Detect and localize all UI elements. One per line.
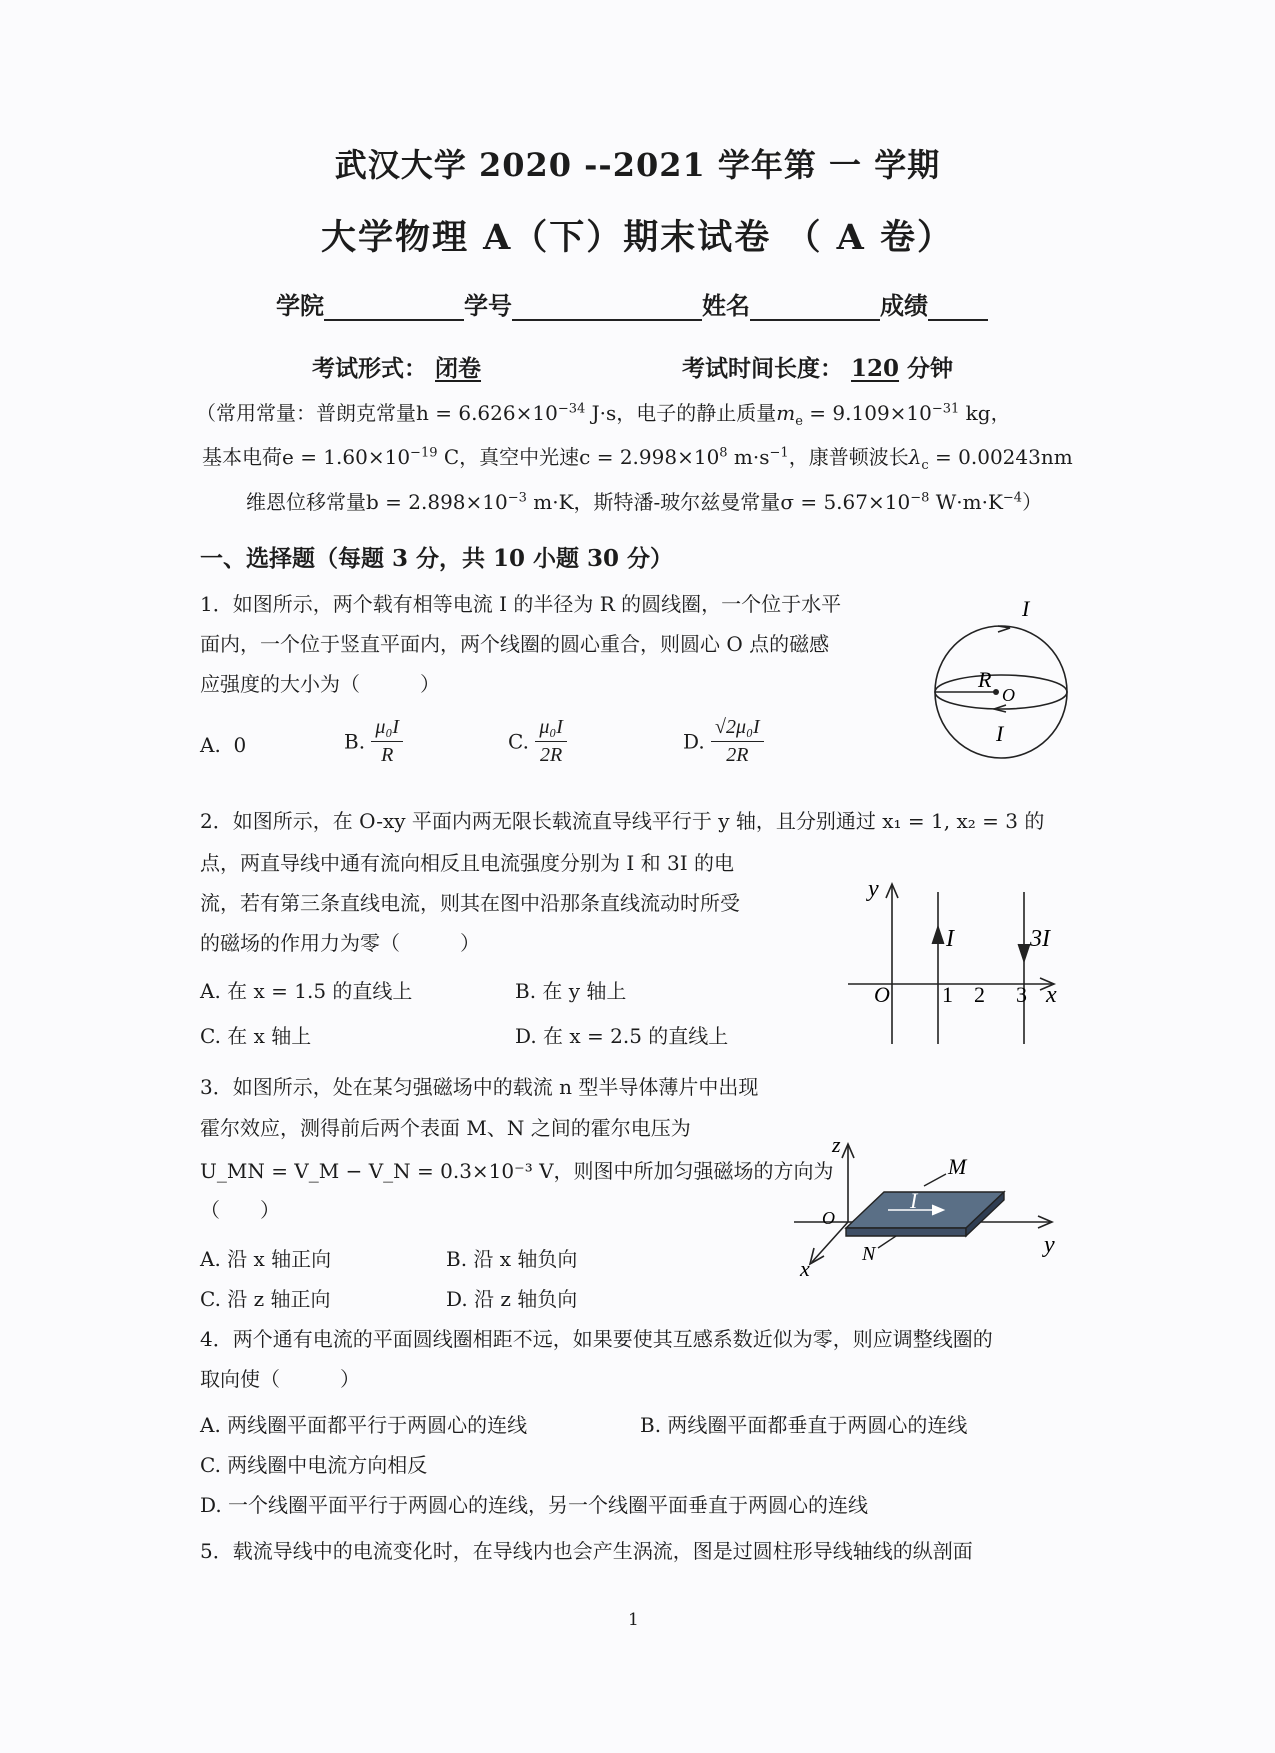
score-blank: [928, 293, 988, 321]
exam-duration: [682, 350, 953, 383]
const-exp: −1: [769, 445, 789, 461]
section-heading: 一、选择题（每题 3 分，共 10 小题 30 分）: [200, 545, 674, 572]
const-text: （常用常量：普朗克常量: [196, 401, 416, 425]
label-2: 2: [974, 982, 985, 1007]
label-I-bottom: I: [996, 721, 1004, 746]
q3-option-d[interactable]: D. 沿 z 轴负向: [446, 1287, 578, 1311]
option-value: 0: [233, 733, 247, 757]
label-N: N: [862, 1243, 876, 1265]
q4-option-a[interactable]: A. 两线圈平面都平行于两圆心的连线: [200, 1413, 528, 1437]
student-info-row: [276, 286, 988, 321]
const-text: ，康普顿波长: [788, 445, 909, 469]
q2-line-1: 2．如图所示，在 O-xy 平面内两无限长载流直导线平行于 y 轴，且分别通过 x₁ = 1, x₂ = 3 的: [200, 809, 1045, 833]
exam-duration-value: 120: [851, 355, 900, 382]
student-id-blank: [512, 293, 702, 321]
denominator: 2R: [540, 744, 563, 766]
q1-option-d-fraction: [711, 716, 764, 767]
constants-line-2: [202, 441, 1073, 473]
q1-option-c[interactable]: [508, 716, 567, 767]
N-leader: [878, 1236, 896, 1248]
const-text: σ = 5.67×10: [780, 490, 911, 514]
const-text: ）: [1022, 490, 1043, 514]
q1-option-a[interactable]: [200, 733, 246, 757]
wire-I-arrow-up: [932, 926, 944, 944]
exam-subtitle: 大学物理 A（下）期末试卷 （ A 卷）: [320, 217, 955, 258]
q3-line-3: U_MN = V_M − V_N = 0.3×10⁻³ V，则图中所加匀强磁场的方向为: [200, 1159, 834, 1183]
name-label: 姓名: [702, 291, 750, 320]
const-text: m·s: [727, 445, 770, 469]
label-x: x: [800, 1256, 810, 1278]
label-O: O: [1002, 685, 1015, 705]
denominator: R: [381, 744, 394, 766]
exam-form-label: 考试形式：: [312, 355, 427, 382]
q3-option-a[interactable]: A. 沿 x 轴正向: [200, 1247, 332, 1271]
q2-line-2: 点，两直导线中通有流向相反且电流强度分别为 I 和 3I 的电: [200, 851, 734, 875]
const-text: h = 6.626×10: [416, 401, 558, 425]
numerator: μ₀I: [535, 716, 567, 742]
option-label: D.: [683, 729, 705, 754]
q1-option-d[interactable]: [683, 716, 764, 767]
constants-line-3: [246, 486, 1042, 515]
exam-duration-unit: 分钟: [907, 355, 954, 382]
college-blank: [324, 293, 464, 321]
label-3: 3: [1016, 982, 1027, 1007]
const-sub: e: [795, 414, 803, 429]
top-current-arrow: [998, 626, 1010, 632]
q4-option-c[interactable]: C. 两线圈中电流方向相反: [200, 1453, 428, 1477]
q2-line-3: 流，若有第三条直线电流，则其在图中沿那条直线流动时所受: [200, 891, 740, 915]
label-R: R: [978, 667, 992, 692]
const-exp: −19: [410, 445, 438, 461]
label-3I: 3I: [1030, 926, 1050, 952]
exam-form-value: 闭卷: [435, 355, 482, 382]
label-O: O: [874, 982, 890, 1007]
q3-line-1: 3．如图所示，处在某匀强磁场中的载流 n 型半导体薄片中出现: [200, 1075, 759, 1099]
center-point: [993, 689, 999, 695]
label-M: M: [948, 1154, 967, 1179]
option-label: C.: [508, 729, 529, 754]
q2-option-a[interactable]: A. 在 x = 1.5 的直线上: [200, 979, 413, 1003]
q4-option-b[interactable]: B. 两线圈平面都垂直于两圆心的连线: [640, 1413, 968, 1437]
semiconductor-slab-front: [846, 1228, 966, 1236]
x-axis: [812, 1222, 848, 1262]
const-text: 基本电荷: [202, 445, 282, 469]
numerator: √2μ₀I: [711, 716, 764, 742]
const-exp: −3: [507, 490, 527, 506]
exam-duration-label: 考试时间长度：: [682, 355, 843, 382]
label-z: z: [832, 1132, 841, 1157]
const-symbol: m: [776, 401, 796, 425]
q1-option-c-fraction: [535, 716, 567, 767]
q4-option-d[interactable]: D. 一个线圈平面平行于两圆心的连线，另一个线圈平面垂直于两圆心的连线: [200, 1493, 869, 1517]
const-exp: −34: [557, 401, 586, 417]
exam-title: 武汉大学 2020 --2021 学年第 一 学期: [334, 146, 941, 184]
option-label: B.: [344, 729, 366, 754]
const-text: J·s，电子的静止质量: [585, 401, 777, 425]
constants-line-1: [196, 397, 1011, 429]
const-exp: −4: [1002, 490, 1023, 506]
exam-form: [312, 350, 481, 383]
const-exp: 8: [719, 445, 728, 461]
q3-option-c[interactable]: C. 沿 z 轴正向: [200, 1287, 331, 1311]
const-exp: −8: [910, 490, 930, 506]
q5-line-1: 5．载流导线中的电流变化时，在导线内也会产生涡流，图是过圆柱形导线轴线的纵剖面: [200, 1539, 973, 1563]
label-I: I: [946, 926, 954, 952]
q3-line-4: （ ）: [200, 1198, 280, 1222]
const-text: W·m·K: [929, 490, 1003, 514]
const-sub: c: [921, 458, 929, 473]
q2-option-b[interactable]: B. 在 y 轴上: [515, 979, 627, 1003]
q1-line-1: 1．如图所示，两个载有相等电流 I 的半径为 R 的圆线圈，一个位于水平: [200, 592, 842, 616]
q2-option-d[interactable]: D. 在 x = 2.5 的直线上: [515, 1024, 729, 1048]
q2-line-4: 的磁场的作用力为零（ ）: [200, 931, 480, 955]
const-text: = 9.109×10: [802, 401, 932, 425]
score-label: 成绩: [880, 291, 928, 320]
wire-3I-arrow-down: [1018, 944, 1030, 962]
q1-line-2: 面内，一个位于竖直平面内，两个线圈的圆心重合，则圆心 O 点的磁感: [200, 632, 830, 656]
const-text: c = 2.998×10: [579, 445, 720, 469]
label-I: I: [910, 1188, 918, 1213]
q1-line-3: 应强度的大小为（ ）: [200, 672, 440, 696]
numerator: μ₀I: [371, 716, 403, 742]
q1-figure-coils: [930, 598, 1080, 768]
const-text: kg，: [959, 401, 1011, 425]
const-text: m·K，斯特潘-玻尔兹曼常量: [526, 490, 781, 514]
const-text: e = 1.60×10: [282, 445, 411, 469]
label-x: x: [1046, 982, 1057, 1008]
const-symbol: λ: [908, 445, 922, 469]
denominator: 2R: [726, 744, 749, 766]
q2-figure-wires: [846, 874, 1066, 1049]
const-text: b = 2.898×10: [366, 490, 508, 514]
const-exp: −31: [931, 401, 960, 417]
label-I-top: I: [1022, 598, 1030, 621]
q2-option-c[interactable]: C. 在 x 轴上: [200, 1024, 312, 1048]
q1-option-b[interactable]: [344, 716, 403, 767]
const-text: C，真空中光速: [437, 445, 580, 469]
M-leader: [924, 1174, 946, 1186]
q3-option-b[interactable]: B. 沿 x 轴负向: [446, 1247, 578, 1271]
q4-line-2: 取向使（ ）: [200, 1367, 360, 1391]
college-label: 学院: [276, 291, 324, 320]
page-number: 1: [628, 1610, 639, 1630]
label-y: y: [868, 876, 879, 902]
q3-figure-hall: [792, 1128, 1060, 1278]
const-text: 维恩位移常量: [246, 490, 366, 514]
q4-line-1: 4．两个通有电流的平面圆线圈相距不远，如果要使其互感系数近似为零，则应调整线圈的: [200, 1327, 993, 1351]
option-label: A.: [200, 733, 221, 757]
name-blank: [750, 293, 880, 321]
q1-option-b-fraction: [371, 716, 403, 767]
label-y: y: [1044, 1232, 1055, 1258]
label-1: 1: [942, 982, 953, 1007]
const-text: = 0.00243nm: [928, 445, 1073, 469]
student-id-label: 学号: [464, 291, 512, 320]
label-O: O: [822, 1208, 835, 1228]
q3-line-2: 霍尔效应，测得前后两个表面 M、N 之间的霍尔电压为: [200, 1116, 691, 1140]
